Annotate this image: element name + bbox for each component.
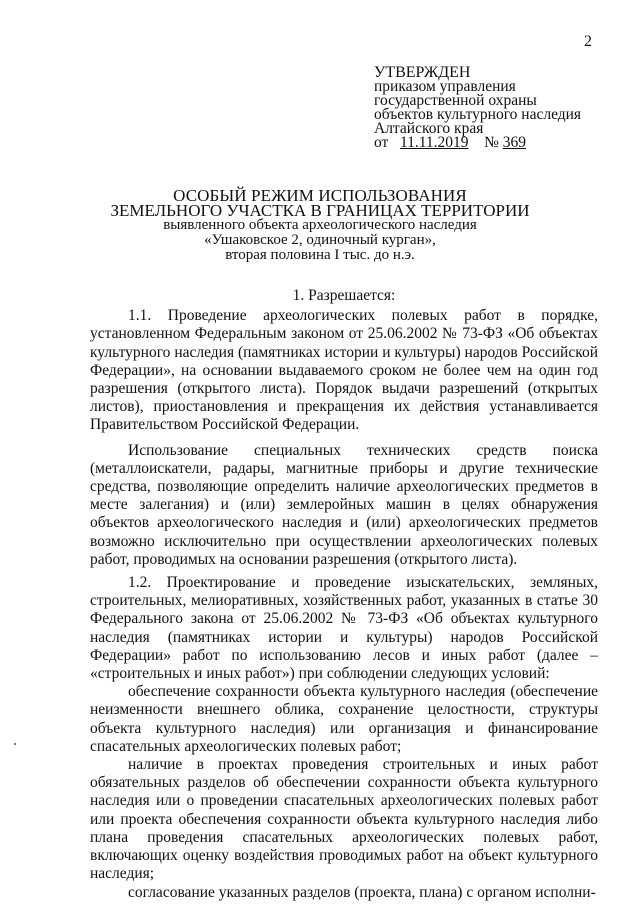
approval-heading: УТВЕРЖДЕН: [374, 64, 471, 81]
section-heading: 1. Разрешается:: [292, 287, 396, 304]
paragraph-condition-1: обеспечение сохранности объекта культурного наследия (обеспечение неизменности внешнего облика, сохранение целостности, структуры объекта культурного наследия) или организация и финансирование спасательных археологических полевых работ;: [90, 683, 598, 755]
approval-line: государственной охраны: [374, 92, 537, 109]
paragraph-1-1: 1.1. Проведение археологических полевых работ в порядке, установленном Федеральным законом от 25.06.2002 № 73-ФЗ «Об объектах культурного наследия (памятниках истории и культуры) народов Российской Федерации», на основании выдаваемого сроком не более чем на один год разрешения (открытого листа). Порядок выдачи разрешений (открытых листов), приостановления и прекращения их действия устанавливается Правительством Российской Федерации.: [90, 307, 598, 434]
title-line-5: вторая половина I тыс. до н.э.: [225, 247, 415, 263]
title-line-2: ЗЕМЕЛЬНОГО УЧАСТКА В ГРАНИЦАХ ТЕРРИТОРИИ: [110, 201, 530, 220]
approval-number: 369: [502, 134, 526, 151]
paragraph-condition-2: наличие в проектах проведения строительных и иных работ обязательных разделов об обеспечении сохранности объекта культурного наследия или о проведении спасательных археологических полевых работ или проекта обеспечения сохранности объекта культурного наследия либо плана проведения спасательных археологических полевых работ, включающих оценку воздействия проводимых работ на объект культурного наследия;: [90, 756, 598, 883]
title-line-1: ОСОБЫЙ РЕЖИМ ИСПОЛЬЗОВАНИЯ: [173, 186, 467, 205]
paragraph-special-means: Использование специальных технических средств поиска (металлоискатели, радары, магнитные приборы и другие технические средства, позволяющие определить наличие археологических предметов в месте залегания) и (или) землеройных машин в целях обнаружения объектов археологического наследия и (или) археологических предметов возможно исключительно при осуществлении археологических полевых работ, проводимых на основании разрешения (открытого листа).: [90, 441, 598, 568]
title-line-4: «Ушаковское 2, одиночный курган»,: [204, 232, 436, 248]
title-line-3: выявленного объекта археологического наследия: [163, 217, 477, 233]
page-number: 2: [584, 33, 592, 50]
approval-line: объектов культурного наследия: [374, 106, 582, 123]
scan-speck: [14, 743, 16, 745]
approval-date: 11.11.2019: [399, 134, 469, 151]
document-body: [90, 287, 598, 902]
approval-stamp: [374, 66, 624, 150]
approval-line: приказом управления: [374, 78, 516, 95]
document-title: [100, 188, 540, 263]
approval-line: Алтайского края: [374, 120, 484, 137]
date-prefix: от: [374, 134, 389, 151]
number-prefix: №: [484, 134, 499, 151]
paragraph-1-2: 1.2. Проектирование и проведение изыскательских, земляных, строительных, мелиоративных, хозяйственных работ, указанных в статье 30 Федерального закона от 25.06.2002 № 73-ФЗ «Об объектах культурного наследия (памятниках истории и культуры) народов Российской Федерации» работ по использованию лесов и иных работ (далее – «строительных и иных работ») при соблюдении следующих условий:: [90, 574, 598, 683]
approval-date-line: [374, 136, 624, 150]
paragraph-condition-3: согласование указанных разделов (проекта, плана) с органом исполни-: [128, 883, 596, 901]
